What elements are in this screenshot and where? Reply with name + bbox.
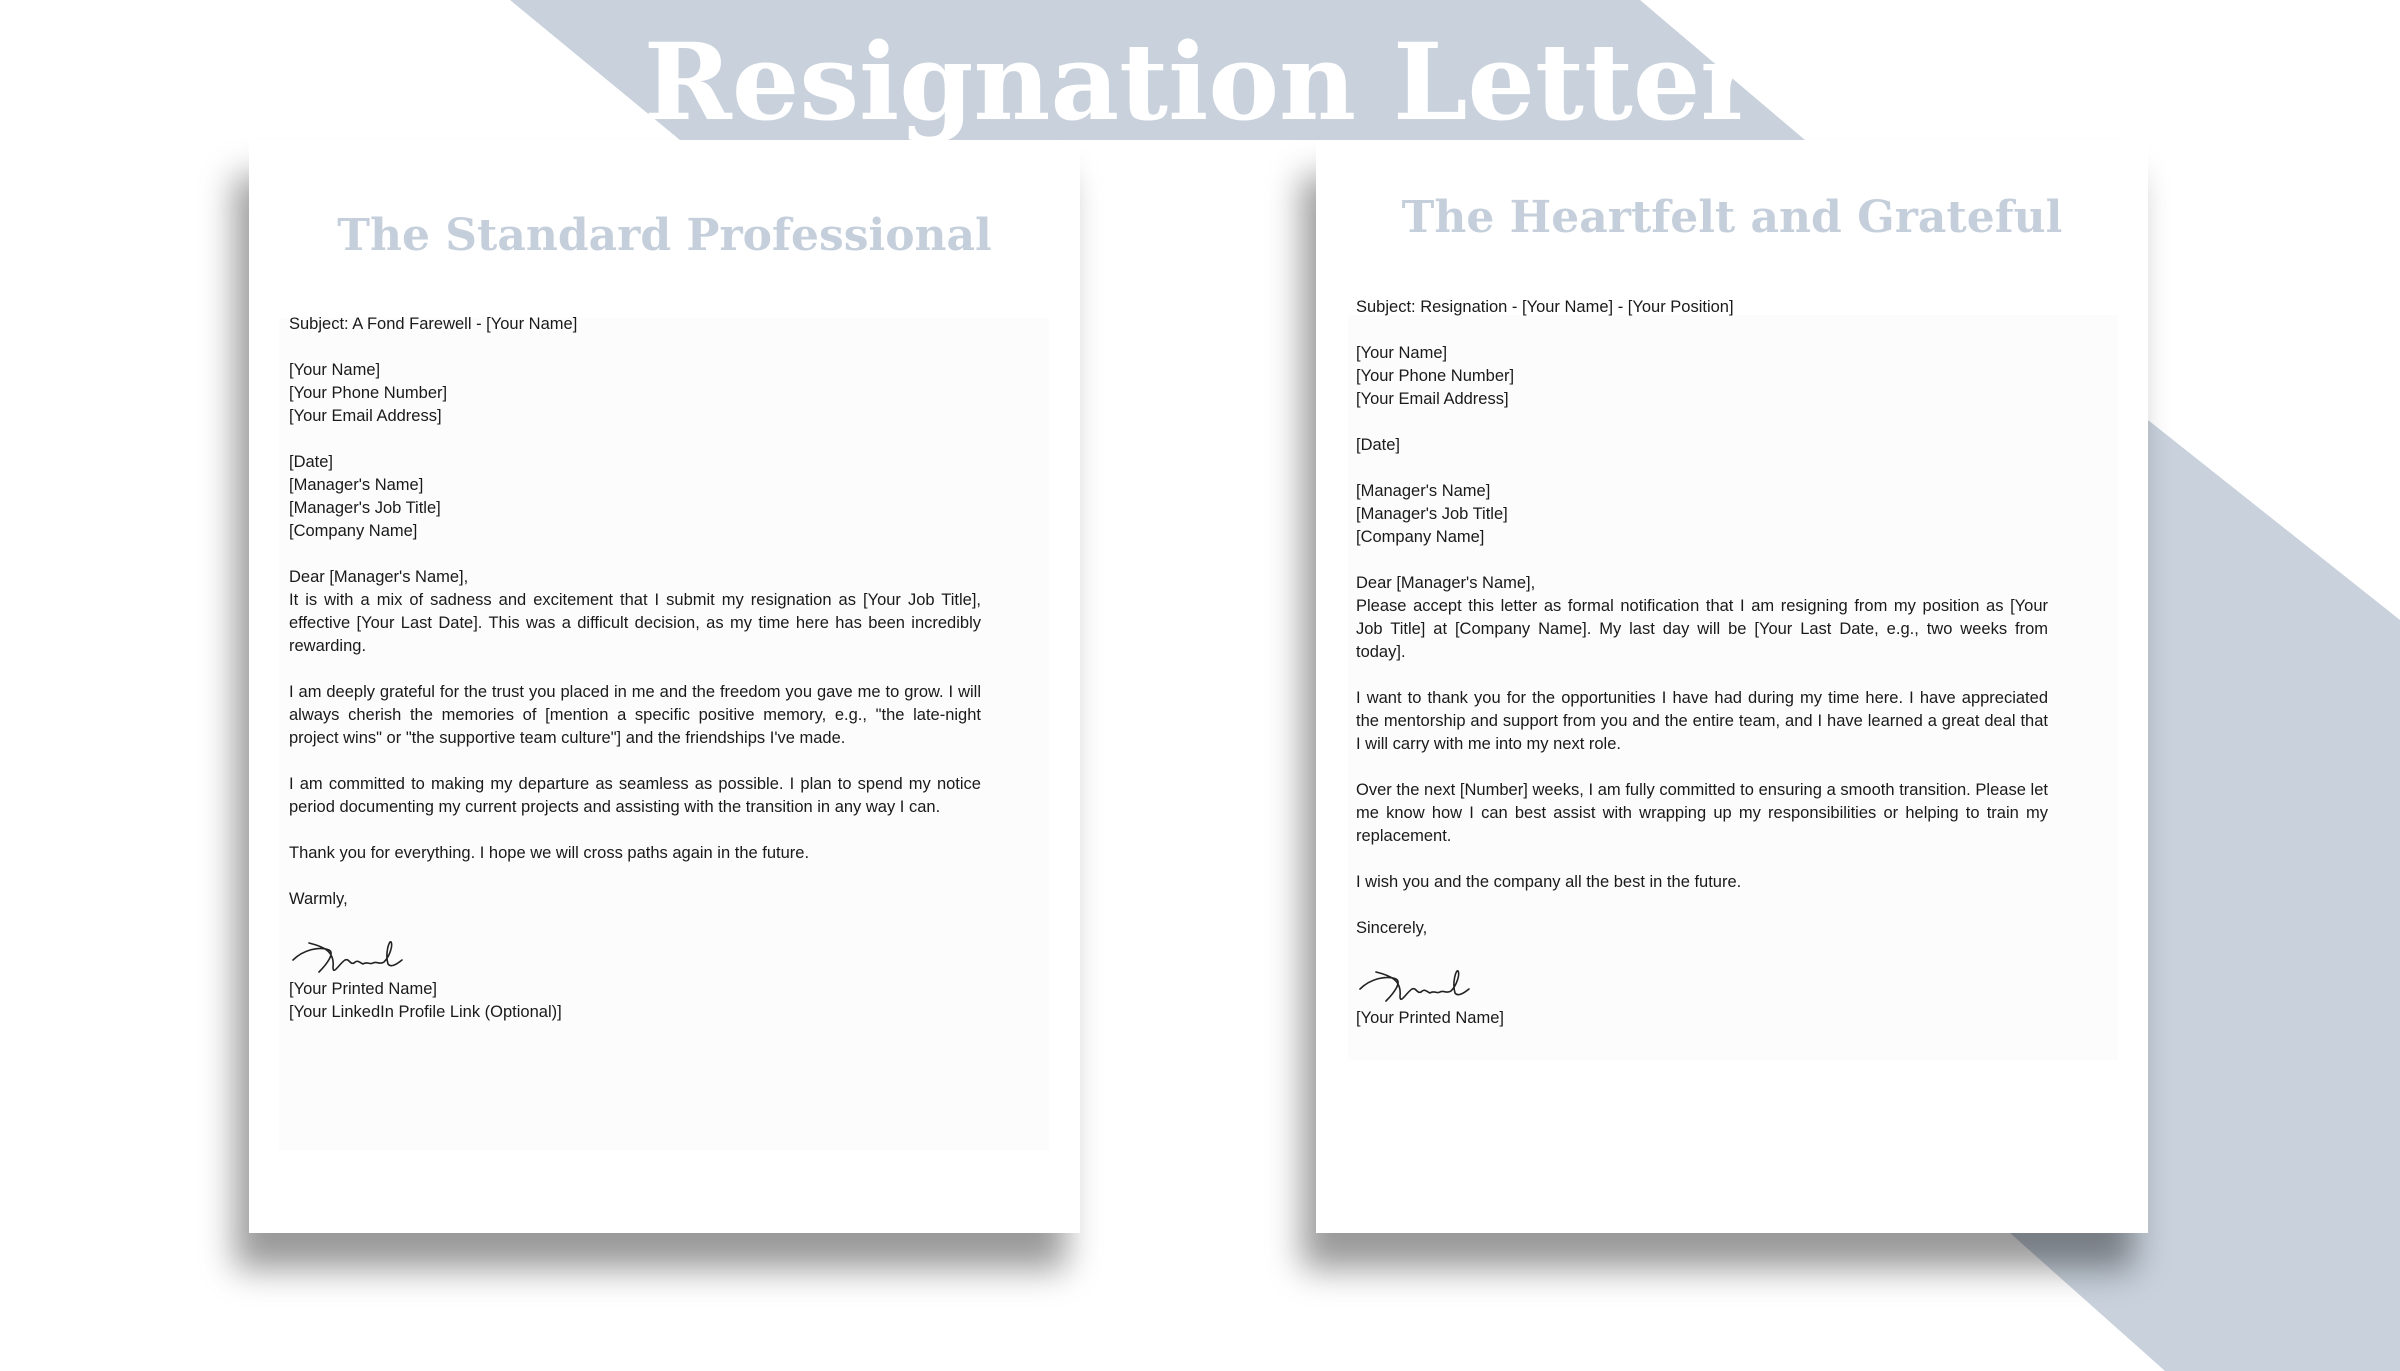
manager-job-title: [Manager's Job Title] [1356, 505, 1508, 523]
paragraph: Over the next [Number] weeks, I am fully committed to ensuring a smooth transition. Please let me know how I can best assist with wrapping up my responsibilities or helping to train my replacement. [1356, 781, 2048, 845]
sender-name: [Your Name] [289, 361, 381, 379]
printed-name: [Your Printed Name] [1356, 1009, 1504, 1027]
sender-email: [Your Email Address] [289, 407, 442, 425]
sender-name: [Your Name] [1356, 344, 1448, 362]
closing: Sincerely, [1356, 919, 1428, 937]
letter-subject: Subject: Resignation - [Your Name] - [Your Position] [1356, 298, 1734, 316]
paragraph: It is with a mix of sadness and excitement that I submit my resignation as [Your Job Title], effective [Your Last Date]. This was a difficult decision, as my time here has been incredibly rewarding. [289, 591, 981, 655]
letter-body [289, 313, 981, 1024]
manager-job-title: [Manager's Job Title] [289, 499, 441, 517]
signature-icon [1356, 963, 1480, 1007]
letter-date: [Date] [1356, 436, 1401, 454]
paragraph: I am committed to making my departure as seamless as possible. I plan to spend my notice period documenting my current projects and assisting with the transition in any way I can. [289, 775, 981, 816]
letter-subject: Subject: A Fond Farewell - [Your Name] [289, 315, 578, 333]
sender-email: [Your Email Address] [1356, 390, 1509, 408]
sender-phone: [Your Phone Number] [289, 384, 448, 402]
company-name: [Company Name] [289, 522, 418, 540]
printed-name: [Your Printed Name] [289, 980, 437, 998]
closing: Warmly, [289, 890, 348, 908]
letter-page-heartfelt-grateful [1316, 140, 2148, 1233]
letter-page-standard-professional [249, 140, 1080, 1233]
paragraph: I wish you and the company all the best in the future. [1356, 873, 1742, 891]
salutation: Dear [Manager's Name], [1356, 574, 1536, 592]
manager-name: [Manager's Name] [289, 476, 424, 494]
manager-name: [Manager's Name] [1356, 482, 1491, 500]
linkedin-profile-link: [Your LinkedIn Profile Link (Optional)] [289, 1003, 562, 1021]
sender-phone: [Your Phone Number] [1356, 367, 1515, 385]
signature-icon [289, 934, 413, 978]
letter-body [1356, 296, 2048, 1030]
paragraph: Please accept this letter as formal notification that I am resigning from my position as [Your Job Title] at [Company Name]. My last day will be [Your Last Date, e.g., two weeks from today]. [1356, 597, 2048, 661]
paragraph: Thank you for everything. I hope we will cross paths again in the future. [289, 844, 810, 862]
letter-date: [Date] [289, 453, 334, 471]
letter-heading: The Standard Professional [337, 210, 992, 261]
main-title: Resignation Letter [643, 19, 1757, 144]
paragraph: I want to thank you for the opportunities I have had during my time here. I have appreciated the mentorship and support from you and the entire team, and I have learned a great deal that I will carry with me into my next role. [1356, 689, 2048, 753]
salutation: Dear [Manager's Name], [289, 568, 469, 586]
paragraph: I am deeply grateful for the trust you placed in me and the freedom you gave me to grow. I will always cherish the memories of [mention a specific positive memory, e.g., "the late-night project wins" or "the supportive team culture"] and the friendships I've made. [289, 683, 981, 747]
letter-heading: The Heartfelt and Grateful [1401, 192, 2063, 243]
company-name: [Company Name] [1356, 528, 1485, 546]
